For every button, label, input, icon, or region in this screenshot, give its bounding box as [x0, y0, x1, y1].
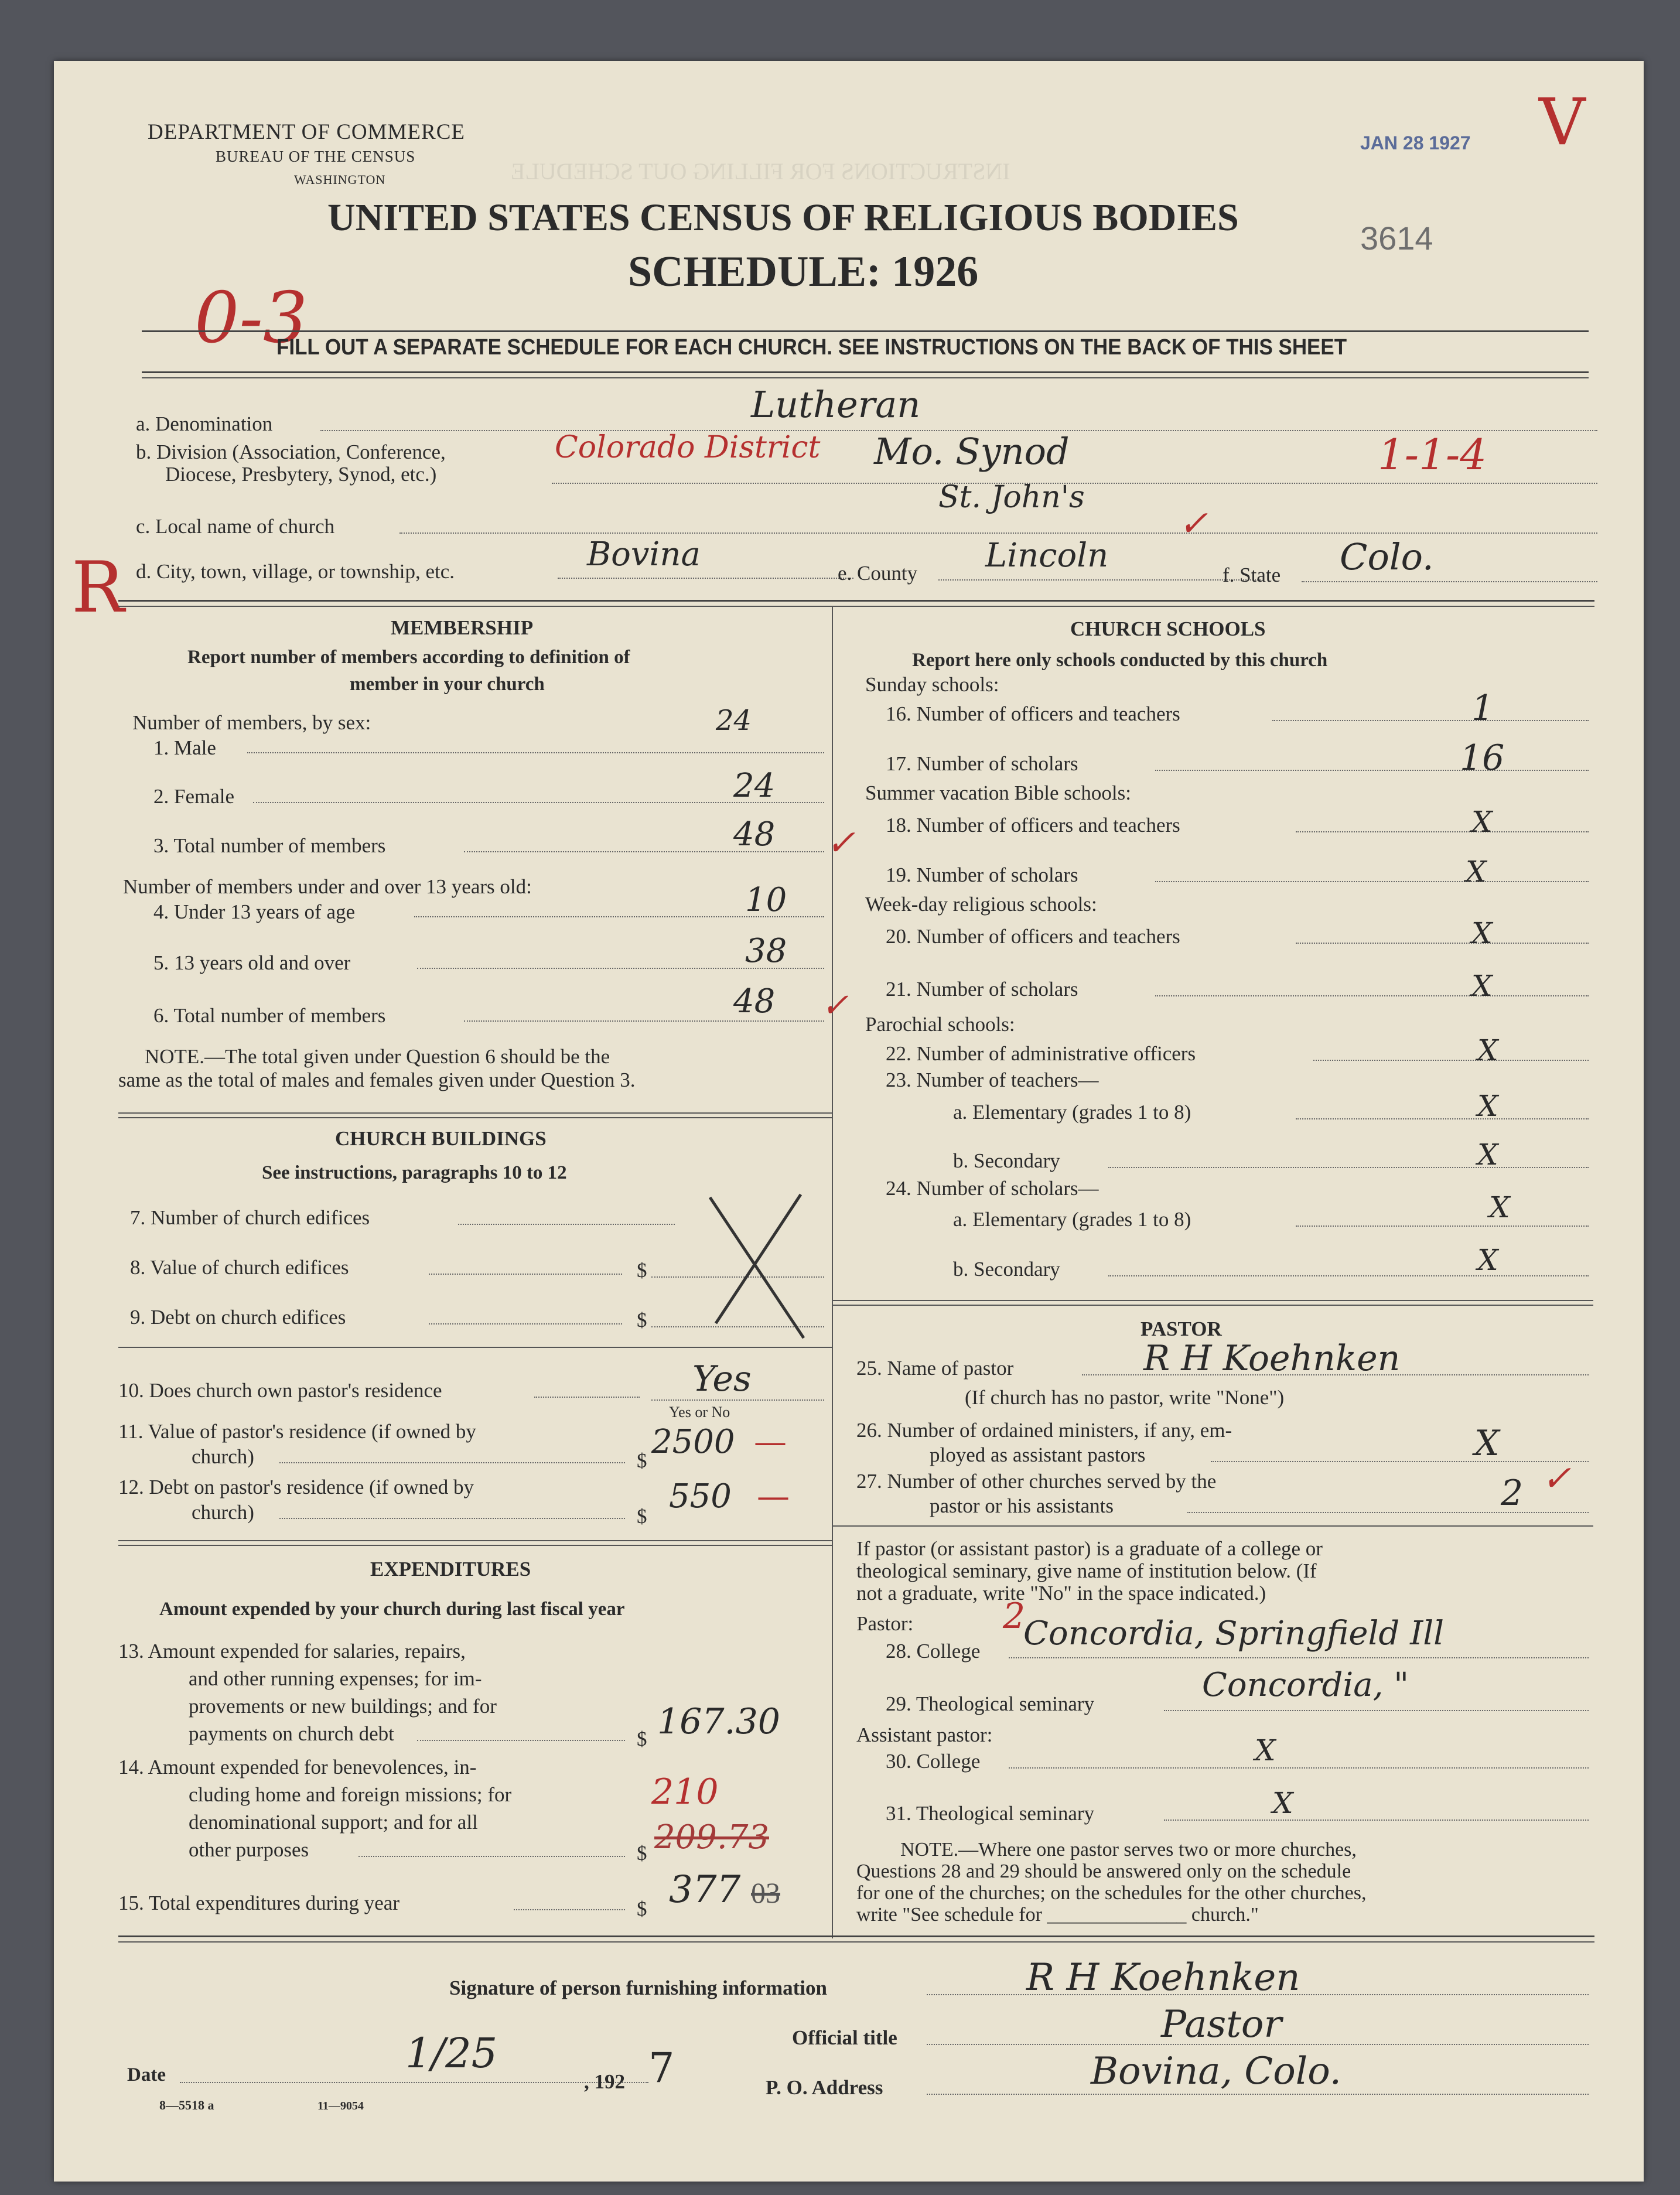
q15-cents: 03: [751, 1876, 780, 1909]
division-red-value[interactable]: Colorado District: [555, 430, 821, 465]
schools-title: CHURCH SCHOOLS: [1070, 617, 1266, 640]
q5-label: 5. 13 years old and over: [153, 951, 351, 974]
q13-dollar: $: [637, 1728, 647, 1750]
q30-value[interactable]: X: [1255, 1733, 1276, 1767]
buildings-sub: See instructions, paragraphs 10 to 12: [262, 1162, 567, 1183]
official-title-value[interactable]: Pastor: [1161, 2003, 1282, 2046]
q25-note: (If church has no pastor, write "None"): [965, 1386, 1285, 1409]
q12-value[interactable]: 550: [669, 1477, 732, 1515]
q19-label: 19. Number of scholars: [886, 863, 1078, 886]
q12-label-a: 12. Debt on pastor's residence (if owned by: [118, 1476, 474, 1498]
q25-value[interactable]: R H Koehnken: [1143, 1338, 1401, 1379]
q8-label: 8. Value of church edifices: [130, 1256, 349, 1279]
summer-schools-heading: Summer vacation Bible schools:: [865, 781, 1131, 804]
q9-label: 9. Debt on church edifices: [130, 1306, 346, 1329]
q6-value[interactable]: 48: [733, 982, 776, 1020]
q13-label-a: 13. Amount expended for salaries, repairs,: [118, 1640, 466, 1663]
q28-value[interactable]: Concordia, Springfield Ill: [1023, 1614, 1445, 1653]
bleed-through-text: INSTRUCTIONS FOR FILLING OUT SCHEDULE: [511, 158, 1010, 185]
q26-value[interactable]: X: [1474, 1423, 1500, 1464]
expenditures-sub: Amount expended by your church during last fiscal year: [159, 1599, 625, 1620]
q19-value[interactable]: X: [1466, 855, 1487, 889]
q1-label: 1. Male: [153, 736, 216, 759]
q25-label: 25. Name of pastor: [856, 1357, 1014, 1380]
year-prefix: , 192: [584, 2070, 625, 2093]
buildings-title: CHURCH BUILDINGS: [335, 1127, 547, 1150]
membership-sub-1: Report number of members according to definition of: [187, 647, 630, 668]
city-heading: WASHINGTON: [294, 172, 386, 187]
q12-dashes: —: [757, 1477, 790, 1515]
q13-label-d: payments on church debt: [189, 1722, 394, 1745]
weekday-schools-heading: Week-day religious schools:: [865, 893, 1097, 916]
q3-label: 3. Total number of members: [153, 834, 386, 857]
q18-label: 18. Number of officers and teachers: [886, 814, 1180, 837]
q22-value[interactable]: X: [1477, 1033, 1498, 1067]
county-label: e. County: [838, 562, 918, 585]
division-code: 1-1-4: [1378, 430, 1487, 479]
q27-label-b: pastor or his assistants: [930, 1494, 1114, 1517]
year-value[interactable]: 7: [648, 2044, 675, 2092]
date-value[interactable]: 1/25: [405, 2029, 498, 2077]
q14-red-correction: 210: [651, 1771, 719, 1812]
q15-value[interactable]: 377: [669, 1868, 741, 1911]
membership-note-2: same as the total of males and females given under Question 3.: [118, 1069, 636, 1091]
q2-value[interactable]: 24: [733, 767, 776, 805]
city-label: d. City, town, village, or township, etc.: [136, 560, 455, 583]
schedule-number: 3614: [1360, 220, 1433, 257]
state-label: f. State: [1223, 564, 1281, 586]
q13-label-b: and other running expenses; for im-: [189, 1667, 482, 1690]
form-title: UNITED STATES CENSUS OF RELIGIOUS BODIES: [327, 196, 1239, 239]
q27-label-a: 27. Number of other churches served by the: [856, 1470, 1217, 1493]
division-label-1: b. Division (Association, Conference,: [136, 441, 446, 463]
membership-sub-2: member in your church: [350, 674, 545, 695]
q23a-label: a. Elementary (grades 1 to 8): [953, 1101, 1191, 1124]
q2-label: 2. Female: [153, 785, 235, 808]
pastor-note-1: NOTE.—Where one pastor serves two or more churches,: [900, 1839, 1357, 1861]
q23-label: 23. Number of teachers—: [886, 1069, 1099, 1091]
q10-value[interactable]: Yes: [692, 1358, 752, 1399]
q8-dollar: $: [637, 1259, 647, 1282]
q3-value[interactable]: 48: [733, 815, 776, 854]
graduate-instruction-3: not a graduate, write "No" in the space indicated.): [856, 1582, 1266, 1605]
q31-label: 31. Theological seminary: [886, 1802, 1095, 1825]
q24b-value[interactable]: X: [1477, 1243, 1498, 1277]
q14-label-b: cluding home and foreign missions; for: [189, 1783, 512, 1806]
local-name-check: ✓: [1179, 503, 1208, 544]
graduate-instruction-2: theological seminary, give name of institution below. (If: [856, 1559, 1317, 1582]
graduate-instruction-1: If pastor (or assistant pastor) is a graduate of a college or: [856, 1537, 1323, 1560]
q24a-label: a. Elementary (grades 1 to 8): [953, 1208, 1191, 1231]
q14-label-c: denominational support; and for all: [189, 1811, 478, 1834]
county-value[interactable]: Lincoln: [985, 537, 1109, 575]
po-address-label: P. O. Address: [766, 2076, 883, 2099]
pastor-red-mark: 2: [1003, 1596, 1026, 1637]
q29-value[interactable]: Concordia, ": [1202, 1666, 1409, 1704]
date-label: Date: [127, 2064, 166, 2085]
red-annotation-o3: 0-3: [194, 278, 308, 359]
q11-dollar: $: [637, 1449, 647, 1472]
state-value[interactable]: Colo.: [1340, 535, 1434, 578]
q15-dollar: $: [637, 1897, 647, 1920]
division-label-2: Diocese, Presbytery, Synod, etc.): [165, 463, 437, 486]
q27-check: ✓: [1542, 1458, 1572, 1499]
q13-value[interactable]: 167.30: [657, 1701, 780, 1742]
q17-label: 17. Number of scholars: [886, 752, 1078, 775]
assistant-subheading: Assistant pastor:: [856, 1723, 993, 1746]
by-sex-value[interactable]: 24: [716, 704, 752, 737]
q29-label: 29. Theological seminary: [886, 1692, 1095, 1715]
pastor-title: PASTOR: [1141, 1317, 1222, 1340]
form-number: 8—5518 a: [159, 2098, 214, 2112]
membership-note-1: NOTE.—The total given under Question 6 should be the: [145, 1045, 610, 1068]
q4-value[interactable]: 10: [745, 881, 787, 919]
q11-dashes: —: [754, 1423, 787, 1461]
q16-label: 16. Number of officers and teachers: [886, 702, 1180, 725]
pastor-note-4: write "See schedule for ______________ church.": [856, 1904, 1259, 1926]
q14-value[interactable]: 209.73: [654, 1818, 769, 1856]
red-annotation-r: R: [71, 547, 125, 629]
official-title-label: Official title: [792, 2026, 897, 2049]
q10-label: 10. Does church own pastor's residence: [118, 1379, 442, 1402]
po-address-value[interactable]: Bovina, Colo.: [1091, 2050, 1341, 2093]
q17-value[interactable]: 16: [1460, 738, 1505, 779]
pastor-subheading: Pastor:: [856, 1612, 914, 1635]
q15-label: 15. Total expenditures during year: [118, 1892, 399, 1914]
local-name-value[interactable]: St. John's: [938, 480, 1085, 515]
sunday-schools-heading: Sunday schools:: [865, 673, 999, 696]
membership-title: MEMBERSHIP: [391, 616, 534, 639]
denomination-value[interactable]: Lutheran: [751, 383, 921, 426]
q30-label: 30. College: [886, 1750, 981, 1773]
q24-label: 24. Number of scholars—: [886, 1177, 1099, 1200]
q31-value[interactable]: X: [1272, 1786, 1293, 1820]
signature-value[interactable]: R H Koehnken: [1026, 1956, 1300, 1999]
q20-value[interactable]: X: [1471, 916, 1493, 950]
expenditures-title: EXPENDITURES: [370, 1558, 531, 1580]
q11-label-b: church): [192, 1445, 254, 1468]
q26-label-a: 26. Number of ordained ministers, if any, em-: [856, 1419, 1232, 1442]
q6-check: ✓: [821, 986, 849, 1025]
q12-dollar: $: [637, 1505, 647, 1528]
q14-dollar: $: [637, 1842, 647, 1865]
q11-value[interactable]: 2500: [651, 1423, 735, 1461]
q21-value[interactable]: X: [1471, 969, 1493, 1003]
signature-label: Signature of person furnishing information: [449, 1976, 827, 1999]
q23b-label: b. Secondary: [953, 1149, 1060, 1172]
q22-label: 22. Number of administrative officers: [886, 1042, 1196, 1065]
q28-label: 28. College: [886, 1640, 981, 1663]
city-value[interactable]: Bovina: [587, 535, 701, 574]
census-schedule-sheet: [54, 61, 1644, 2182]
q11-label-a: 11. Value of pastor's residence (if owned by: [118, 1420, 476, 1443]
q3-check: ✓: [826, 822, 856, 863]
q23b-value[interactable]: X: [1477, 1138, 1498, 1172]
received-date-stamp: JAN 28 1927: [1360, 132, 1471, 153]
check-mark-top: V: [1539, 84, 1586, 159]
q7-label: 7. Number of church edifices: [130, 1206, 370, 1229]
q27-value[interactable]: 2: [1501, 1473, 1524, 1514]
yes-no-hint: Yes or No: [669, 1404, 730, 1421]
local-name-label: c. Local name of church: [136, 515, 335, 538]
buildings-cross-out: [704, 1192, 810, 1344]
q13-label-c: provements or new buildings; and for: [189, 1695, 497, 1718]
bureau-heading: BUREAU OF THE CENSUS: [216, 148, 416, 165]
division-value[interactable]: Mo. Synod: [874, 430, 1070, 473]
q6-label: 6. Total number of members: [153, 1004, 386, 1027]
denomination-label: a. Denomination: [136, 412, 273, 435]
age-heading: Number of members under and over 13 years old:: [123, 875, 532, 898]
q12-label-b: church): [192, 1501, 254, 1524]
parochial-schools-heading: Parochial schools:: [865, 1013, 1015, 1036]
by-sex-label: Number of members, by sex:: [132, 711, 371, 734]
q21-label: 21. Number of scholars: [886, 978, 1078, 1001]
q5-value[interactable]: 38: [745, 932, 787, 970]
fill-instruction: FILL OUT A SEPARATE SCHEDULE FOR EACH CHURCH. SEE INSTRUCTIONS ON THE BACK OF THIS SHEET: [276, 335, 1347, 360]
dept-heading: DEPARTMENT OF COMMERCE: [148, 120, 465, 144]
q26-label-b: ployed as assistant pastors: [930, 1443, 1146, 1466]
q18-value[interactable]: X: [1471, 805, 1493, 839]
print-number: 11—9054: [317, 2100, 364, 2112]
pastor-note-3: for one of the churches; on the schedules for the other churches,: [856, 1882, 1367, 1904]
q4-label: 4. Under 13 years of age: [153, 900, 356, 923]
q16-value[interactable]: 1: [1471, 688, 1494, 729]
q24b-label: b. Secondary: [953, 1258, 1060, 1281]
q20-label: 20. Number of officers and teachers: [886, 925, 1180, 948]
form-subtitle: SCHEDULE: 1926: [628, 248, 979, 296]
q14-label-d: other purposes: [189, 1838, 309, 1861]
q24a-value[interactable]: X: [1489, 1190, 1510, 1224]
pastor-note-2: Questions 28 and 29 should be answered only on the schedule: [856, 1861, 1351, 1882]
q9-dollar: $: [637, 1309, 647, 1332]
q14-label-a: 14. Amount expended for benevolences, in-: [118, 1756, 477, 1778]
q23a-value[interactable]: X: [1477, 1089, 1498, 1123]
schools-sub: Report here only schools conducted by this church: [912, 650, 1328, 671]
